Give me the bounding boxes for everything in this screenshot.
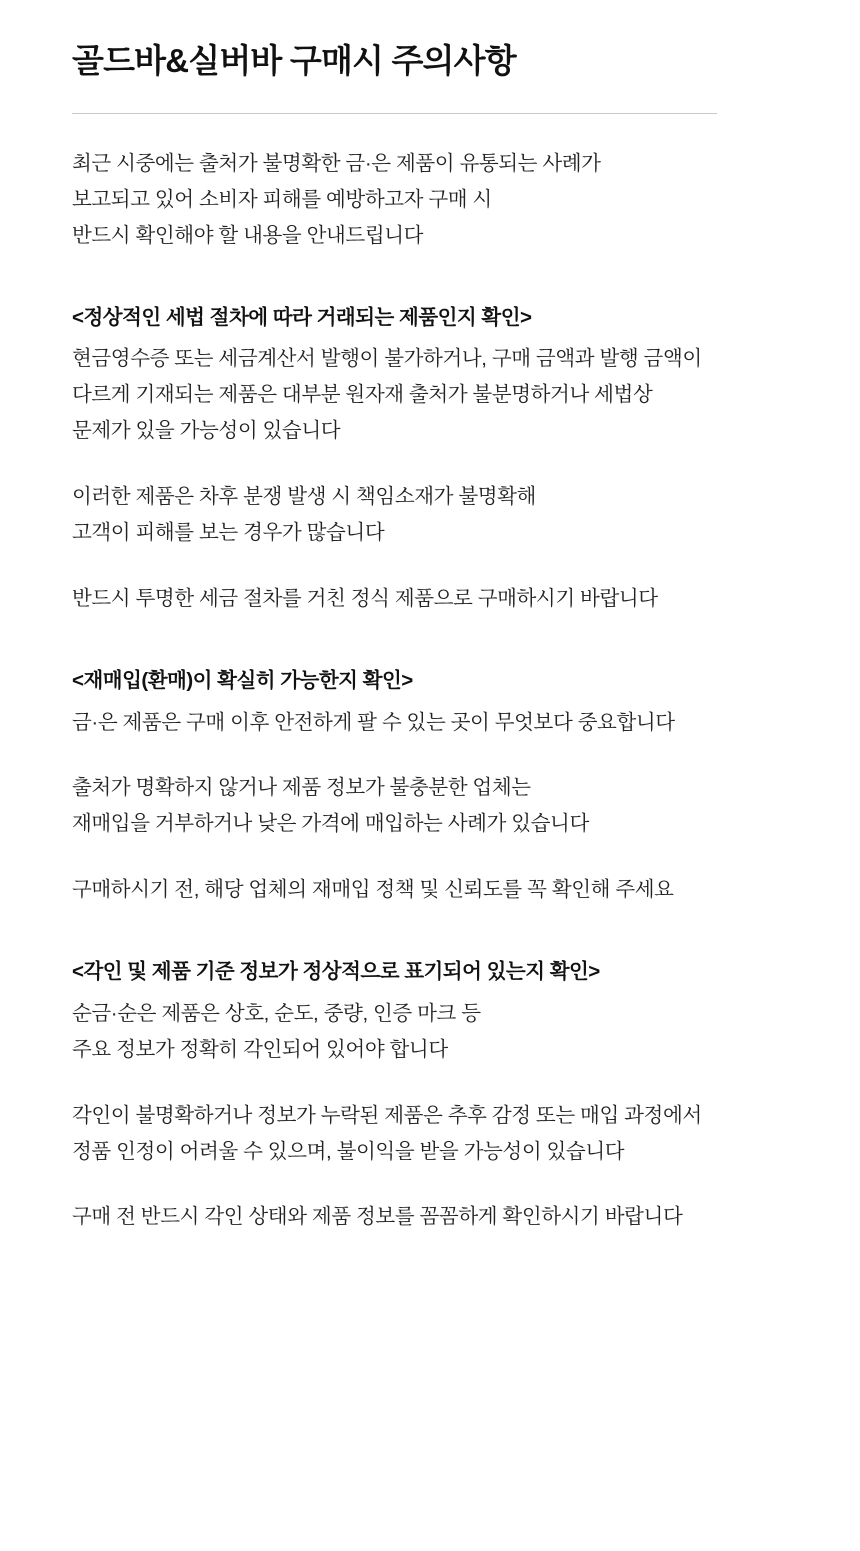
section-paragraph [72, 705, 790, 741]
intro-paragraph [72, 146, 790, 254]
section-paragraph [72, 770, 790, 842]
paragraph-line: 출처가 명확하지 않거나 제품 정보가 불충분한 업체는 [72, 776, 531, 800]
section-paragraph [72, 1199, 790, 1235]
paragraph-line: 각인이 불명확하거나 정보가 누락된 제품은 추후 감정 또는 매입 과정에서 [72, 1103, 702, 1127]
paragraph-line: 구매하시기 전, 해당 업체의 재매입 정책 및 신뢰도를 꼭 확인해 주세요 [72, 878, 674, 902]
section-heading: <정상적인 세법 절차에 따라 거래되는 제품인지 확인> [72, 305, 532, 329]
paragraph-line: 고객이 피해를 보는 경우가 많습니다 [72, 520, 385, 544]
paragraph-line: 반드시 투명한 세금 절차를 거친 정식 제품으로 구매하시기 바랍니다 [72, 586, 658, 610]
title-divider [72, 113, 717, 114]
paragraph-line: 주요 정보가 정확히 각인되어 있어야 합니다 [72, 1037, 448, 1061]
section-buyback [72, 663, 790, 908]
paragraph-line: 구매 전 반드시 각인 상태와 제품 정보를 꼼꼼하게 확인하시기 바랍니다 [72, 1205, 683, 1229]
section-tax-procedure [72, 300, 790, 617]
paragraph-line: 순금·순은 제품은 상호, 순도, 중량, 인증 마크 등 [72, 1001, 481, 1025]
page-title: 골드바&실버바 구매시 주의사항 [72, 42, 516, 79]
section-paragraph [72, 341, 790, 449]
intro-line: 최근 시중에는 출처가 불명확한 금·은 제품이 유통되는 사례가 [72, 151, 601, 175]
section-paragraph [72, 581, 790, 617]
section-engraving [72, 954, 790, 1235]
paragraph-line: 현금영수증 또는 세금계산서 발행이 불가하거나, 구매 금액과 발행 금액이 [72, 347, 702, 371]
section-heading: <각인 및 제품 기준 정보가 정상적으로 표기되어 있는지 확인> [72, 960, 600, 984]
section-paragraph [72, 996, 790, 1068]
paragraph-line: 이러한 제품은 차후 분쟁 발생 시 책임소재가 불명확해 [72, 485, 536, 509]
paragraph-line: 다르게 기재되는 제품은 대부분 원자재 출처가 불분명하거나 세법상 [72, 383, 653, 407]
paragraph-line: 문제가 있을 가능성이 있습니다 [72, 419, 341, 443]
intro-line: 보고되고 있어 소비자 피해를 예방하고자 구매 시 [72, 187, 492, 211]
section-paragraph [72, 872, 790, 908]
paragraph-line: 금·은 제품은 구매 이후 안전하게 팔 수 있는 곳이 무엇보다 중요합니다 [72, 710, 675, 734]
section-heading: <재매입(환매)이 확실히 가능한지 확인> [72, 668, 413, 692]
paragraph-line: 정품 인정이 어려울 수 있으며, 불이익을 받을 가능성이 있습니다 [72, 1139, 625, 1163]
section-paragraph [72, 1098, 790, 1170]
section-paragraph [72, 479, 790, 551]
paragraph-line: 재매입을 거부하거나 낮은 가격에 매입하는 사례가 있습니다 [72, 812, 589, 836]
intro-line: 반드시 확인해야 할 내용을 안내드립니다 [72, 223, 424, 247]
